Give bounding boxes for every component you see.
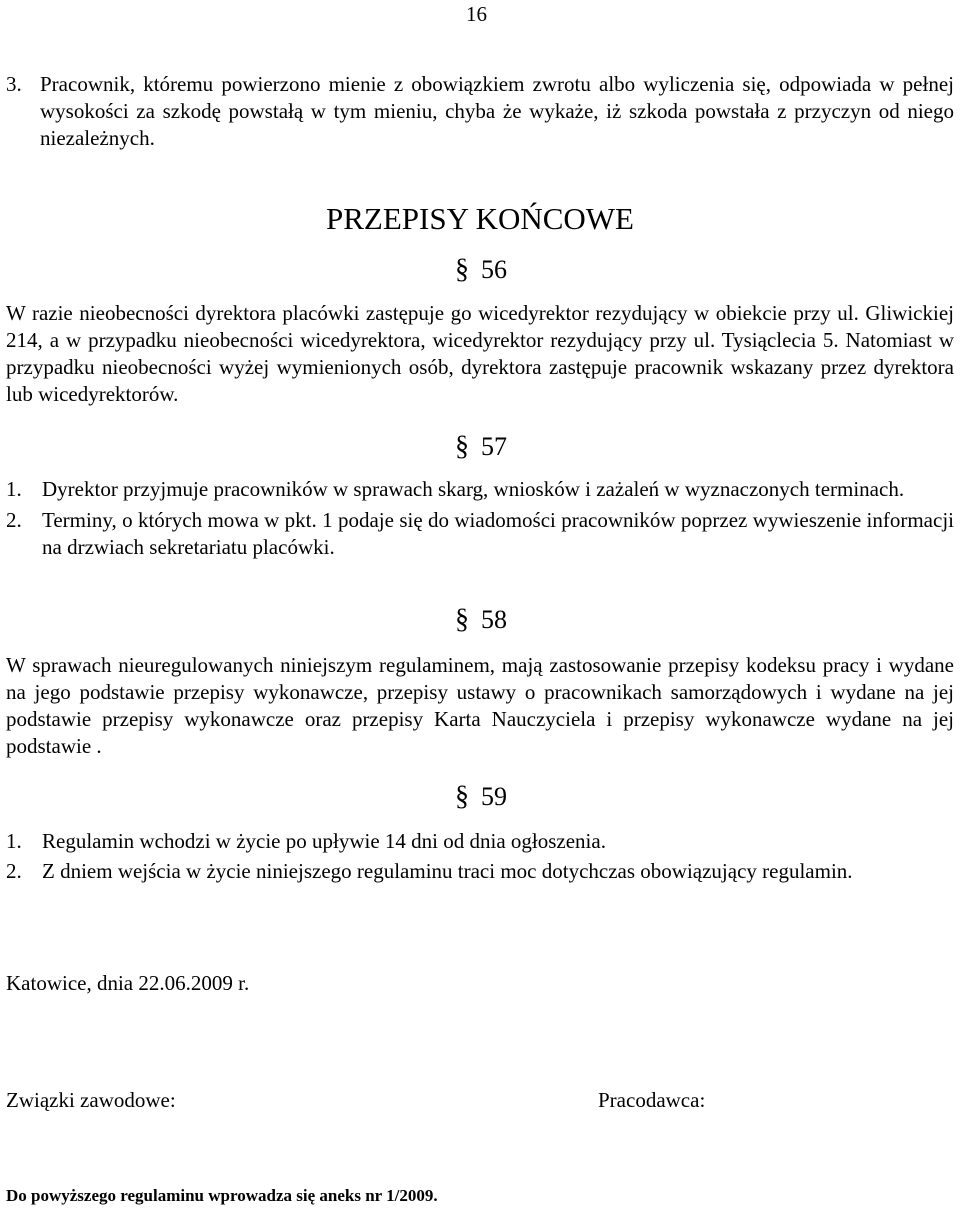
place-and-date: Katowice, dnia 22.06.2009 r. (6, 971, 250, 995)
signature-employer: Pracodawca: (598, 1088, 706, 1112)
paragraph-symbol: § (455, 781, 469, 812)
list-item-number: 2. (6, 508, 22, 532)
list-item (6, 858, 954, 885)
paragraph-56-text: W razie nieobecności dyrektora placówki zastępuje go wicedyrektor rezydujący w obiekcie przy ul. Gliwickiej 214, a w przypadku nieobecności wicedyrektora, wicedyrektor rezydujący przy ul. Tysiąclecia 5. Natomiast w przypadku nieobecności wyżej wymienionych osób, dyrektora zastępuje pracownik wskazany przez dyrektora lub wicedyrektorów. (6, 301, 954, 406)
paragraph-symbol: § (455, 254, 469, 285)
paragraph-number: 58 (481, 605, 507, 634)
list-item-text: Terminy, o których mowa w pkt. 1 podaje się do wiadomości pracowników poprzez wywieszenie informacji na drzwiach sekretariatu placówki. (42, 508, 954, 559)
paragraph-heading-57 (455, 431, 507, 463)
list-item-number: 1. (6, 829, 22, 853)
paragraph-number: 57 (481, 432, 507, 461)
section-title: PRZEPISY KOŃCOWE (325, 201, 634, 236)
list-item-text: Z dniem wejścia w życie niniejszego regulaminu traci moc dotychczas obowiązujący regulamin. (42, 859, 853, 883)
list-item (6, 507, 954, 561)
paragraph-symbol: § (455, 431, 469, 462)
list-item-number: 2. (6, 859, 22, 883)
list-item-text: Dyrektor przyjmuje pracowników w sprawach skarg, wniosków i zażaleń w wyznaczonych terminach. (42, 477, 905, 501)
signature-unions: Związki zawodowe: (6, 1088, 176, 1112)
page-number: 16 (466, 2, 487, 26)
list-item-text: Pracownik, któremu powierzono mienie z obowiązkiem zwrotu albo wyliczenia się, odpowiada w pełnej wysokości za szkodę powstałą w tym mieniu, chyba że wykaże, iż szkoda powstała z przyczyn od niego niezależnych. (40, 72, 954, 150)
paragraph-number: 59 (481, 782, 507, 811)
paragraph-59-list (6, 828, 954, 885)
list-item (6, 71, 954, 152)
paragraph-number: 56 (481, 255, 507, 284)
liability-list (6, 71, 954, 152)
paragraph-heading-58 (455, 604, 507, 636)
list-item (6, 476, 954, 503)
paragraph-symbol: § (455, 604, 469, 635)
list-item (6, 828, 954, 855)
paragraph-58-text: W sprawach nieuregulowanych niniejszym regulaminem, mają zastosowanie przepisy kodeksu pracy i wydane na jego podstawie przepisy wykonawcze, przepisy ustawy o pracownikach samorządowych i wydane na jej podstawie przepisy wykonawcze oraz przepisy Karta Nauczyciela i przepisy wykonawcze wydane na jej podstawie . (6, 653, 954, 758)
list-item-number: 3. (6, 72, 22, 96)
annex-note: Do powyższego regulaminu wprowadza się aneks nr 1/2009. (6, 1186, 438, 1205)
list-item-text: Regulamin wchodzi w życie po upływie 14 dni od dnia ogłoszenia. (42, 829, 606, 853)
list-item-number: 1. (6, 477, 22, 501)
paragraph-57-list (6, 476, 954, 561)
paragraph-heading-59 (455, 781, 507, 813)
paragraph-heading-56 (455, 254, 507, 286)
